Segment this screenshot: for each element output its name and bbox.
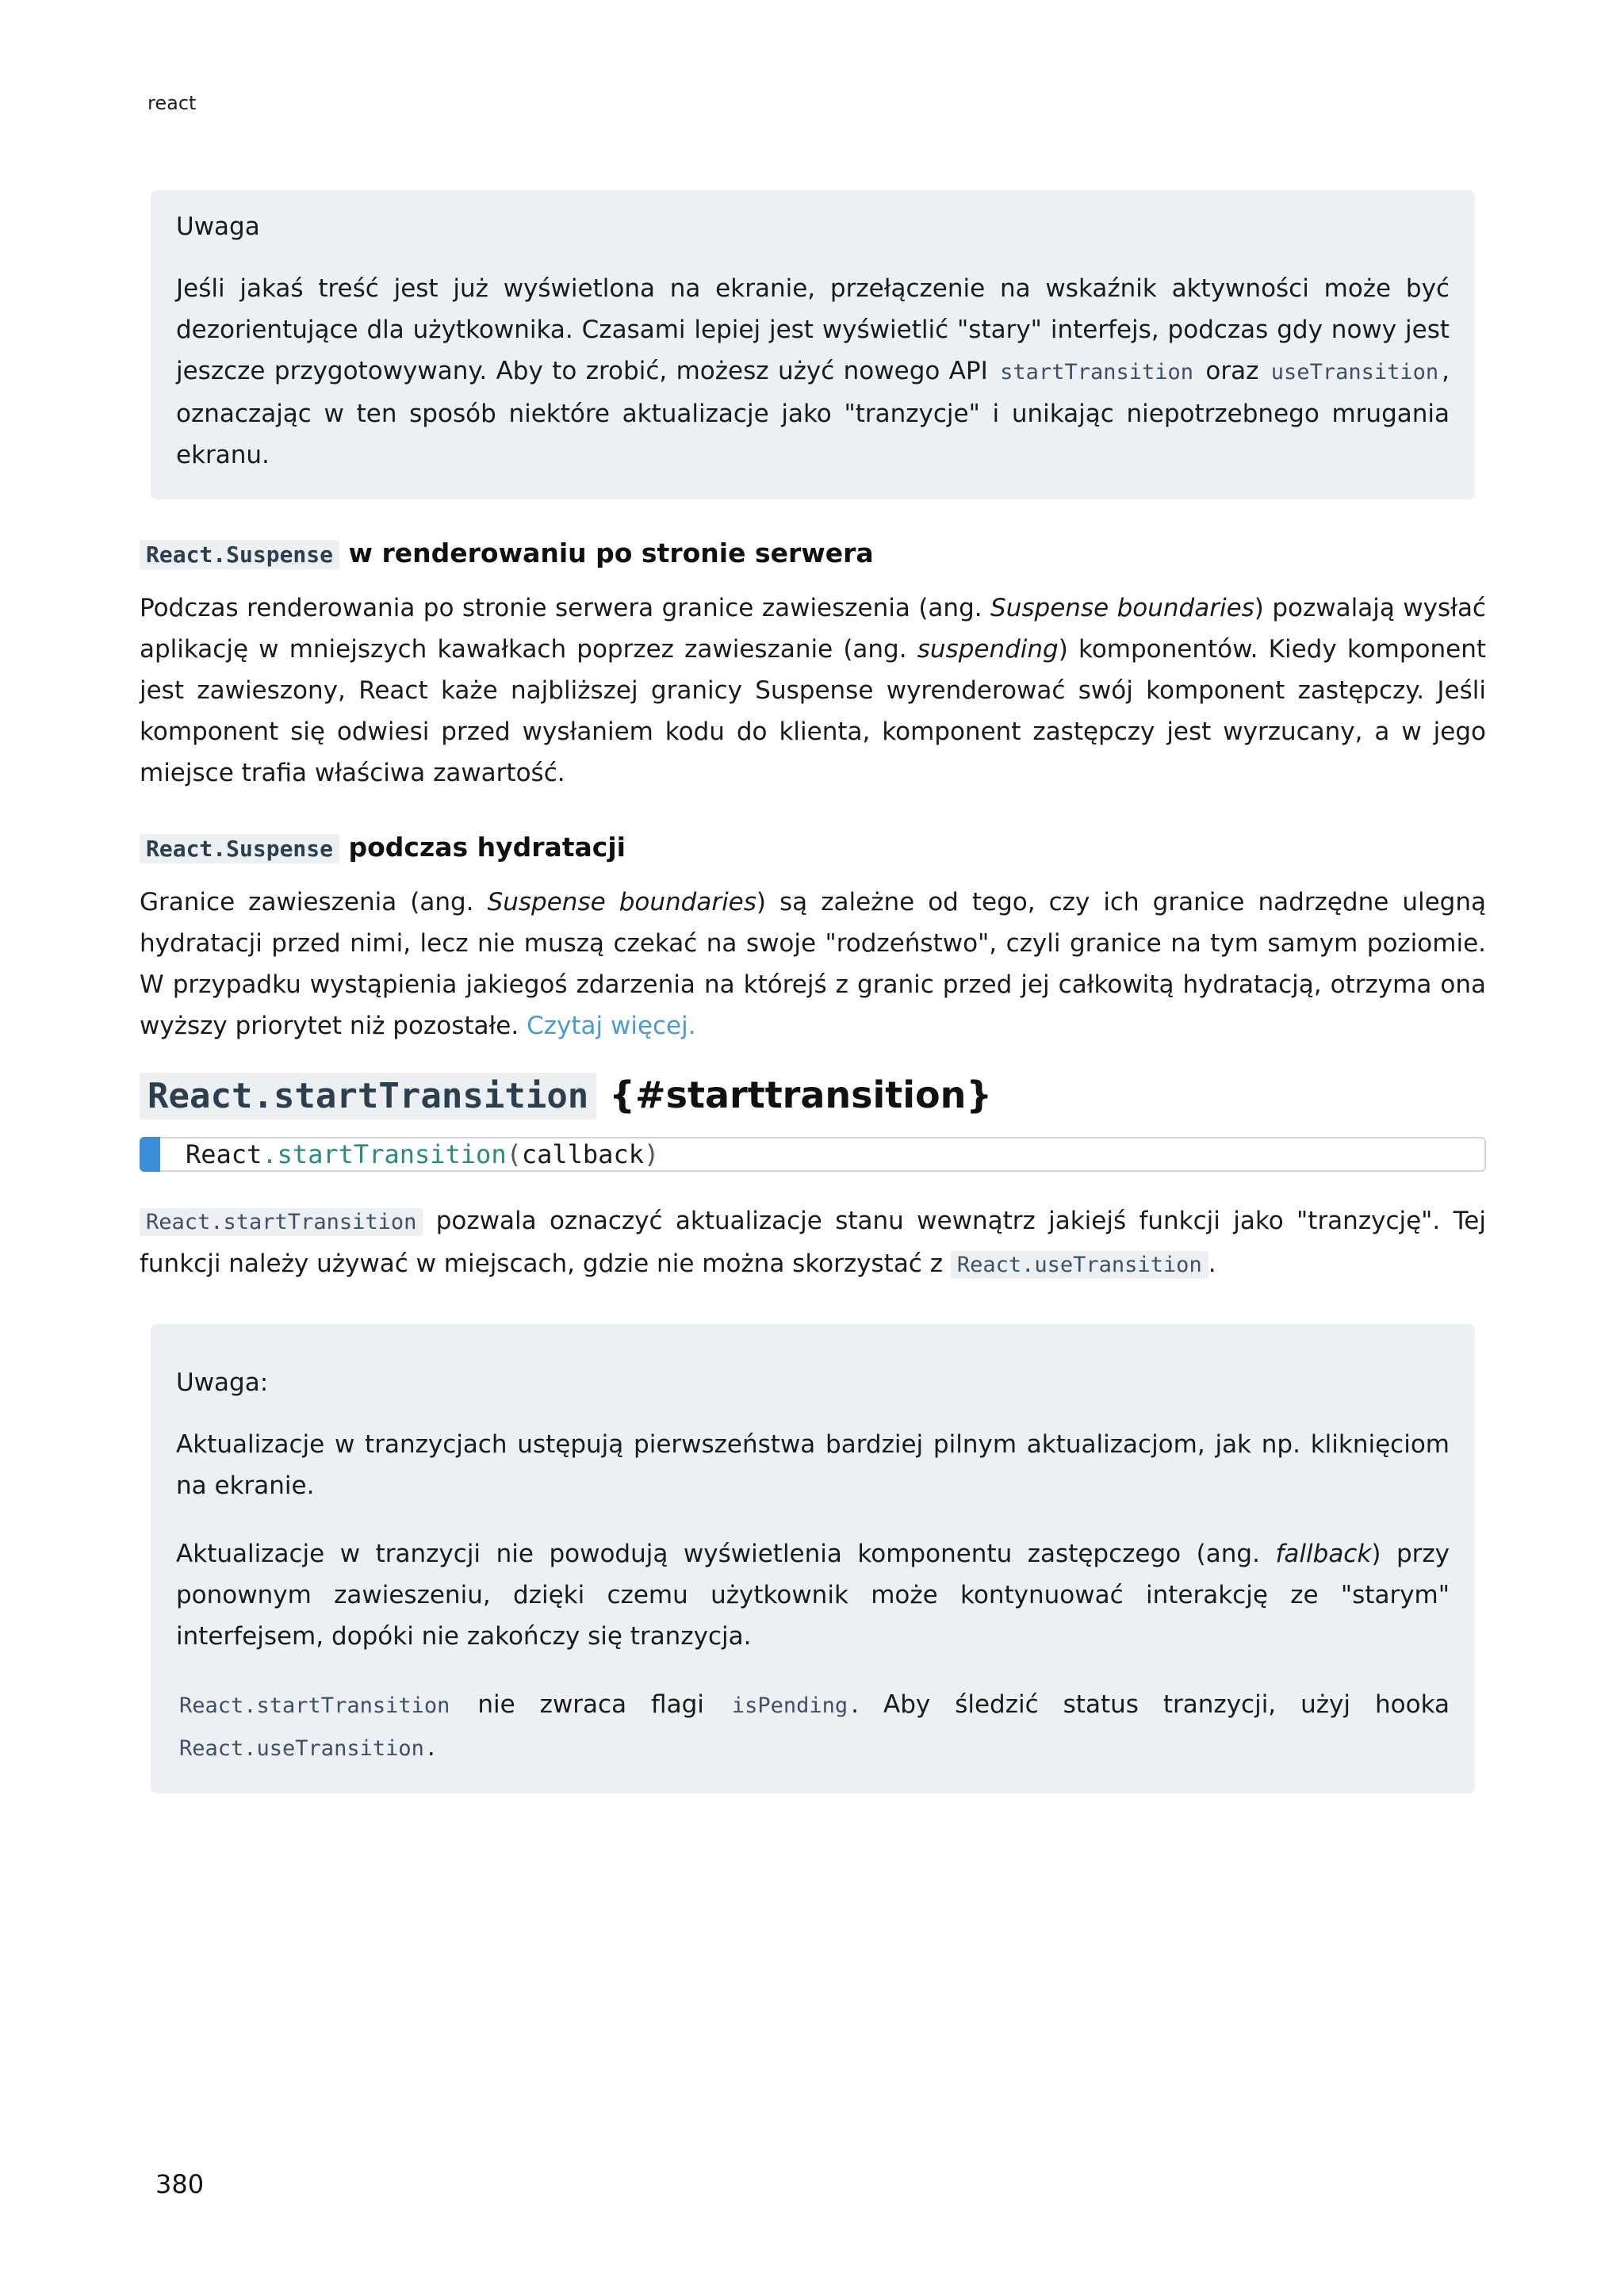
text: Granice zawieszenia (ang. (140, 888, 488, 916)
section-heading-start-transition (140, 1073, 1486, 1116)
code-block-signature (140, 1137, 1486, 1172)
read-more-link[interactable]: Czytaj więcej. (527, 1012, 696, 1040)
text: ) przy ponownym zawieszeniu, dzięki czemu użytkownik może kontynuować interakcję ze "starym" interfejsem, dopóki nie zakończy się tranzycja. (176, 1540, 1450, 1651)
note-paragraph (176, 1684, 1450, 1770)
text: . Aby śledzić status tranzycji, użyj hooka (851, 1690, 1450, 1719)
code-token-object: React (186, 1139, 262, 1169)
heading-code: React.startTransition (140, 1073, 596, 1119)
note-title: Uwaga: (176, 1368, 269, 1397)
note-text: oraz (1197, 357, 1268, 385)
code-line (186, 1138, 659, 1170)
emphasis: Suspense boundaries (990, 594, 1254, 622)
heading-text: {#starttransition} (596, 1073, 993, 1116)
note-paragraph (176, 1533, 1450, 1657)
text: ) są zależne od tego, czy ich granice nadrzędne ulegną hydratacji przed nimi, lecz nie muszą czekać na swoje "rodzeństwo", czyli granice na tym samym poziomie. W przypadku wystąpienia jakiegoś zdarzenia na którejś z granic przed jej całkowitą hydratacją, otrzyma ona wyższy priorytet niż pozostałe. (140, 888, 1486, 1040)
heading-text: w renderowaniu po stronie serwera (339, 538, 874, 568)
heading-code: React.Suspense (140, 834, 339, 863)
inline-code: isPending (731, 1693, 848, 1718)
emphasis: fallback (1275, 1540, 1372, 1568)
text: Aktualizacje w tranzycji nie powodują wyświetlenia komponentu zastępczego (ang. (176, 1540, 1276, 1568)
paragraph-start-transition (140, 1200, 1486, 1286)
code-token-dot: . (262, 1139, 278, 1169)
note-box-transition (151, 1324, 1475, 1793)
text: . (427, 1733, 435, 1762)
emphasis: Suspense boundaries (487, 888, 756, 916)
heading-code: React.Suspense (140, 540, 339, 569)
note-text: , oznaczając w ten sposób niektóre aktualizacje jako "tranzycje" i unikając niepotrzebnego mrugania ekranu. (176, 357, 1450, 469)
text: ) pozwalają wysłać aplikację w mniejszych kawałkach poprzez zawieszanie (ang. (140, 594, 1486, 664)
text: nie zwraca flagi (453, 1690, 729, 1719)
code-token-paren: ( (506, 1139, 522, 1169)
note-box-suspense-warning (151, 190, 1475, 499)
note-paragraph (176, 268, 1450, 476)
page-content (140, 190, 1486, 1793)
text: Podczas renderowania po stronie serwera granice zawieszenia (ang. (140, 594, 991, 622)
note-paragraph: Aktualizacje w tranzycjach ustępują pierwszeństwa bardziej pilnym aktualizacjom, jak np. kliknięciom na ekranie. (176, 1430, 1450, 1500)
code-block-marker (140, 1137, 160, 1172)
code-token-argument: callback (521, 1139, 644, 1169)
inline-code: React.useTransition (951, 1251, 1208, 1279)
inline-code: React.startTransition (140, 1208, 423, 1236)
inline-code-use-transition: useTransition (1270, 360, 1439, 385)
note-text: Jeśli jakaś treść jest już wyświetlona na ekranie, przełączenie na wskaźnik aktywności może być dezorientujące dla użytkownika. Czasami lepiej jest wyświetlić "stary" interfejs, podczas gdy nowy jest jeszcze przygotowywany. Aby to zrobić, możesz użyć nowego API (176, 274, 1450, 385)
section-heading-suspense-ssr (140, 538, 1486, 568)
inline-code: React.useTransition (179, 1736, 424, 1761)
inline-code: React.startTransition (179, 1693, 450, 1718)
page-number: 380 (155, 2169, 205, 2199)
paragraph-suspense-hydration (140, 882, 1486, 1047)
section-heading-suspense-hydration (140, 832, 1486, 863)
note-title: Uwaga (176, 212, 260, 241)
text: ) komponentów. Kiedy komponent jest zawieszony, React każe najbliższej granicy Suspense wyrenderować swój komponent zastępczy. Jeśli komponent się odwiesi przed wysłaniem kodu do klienta, komponent zastępczy jest wyrzucany, a w jego miejsce trafia właściwa zawartość. (140, 635, 1486, 787)
code-token-function: startTransition (277, 1139, 507, 1169)
text: . (1208, 1249, 1216, 1278)
running-header: react (147, 92, 197, 114)
paragraph-suspense-ssr (140, 587, 1486, 794)
code-token-paren: ) (643, 1139, 660, 1169)
text: pozwala oznaczyć aktualizacje stanu wewnątrz jakiejś funkcji jako "tranzycję". Tej funkcji należy używać w miejscach, gdzie nie można skorzystać z (140, 1207, 1486, 1278)
heading-text: podczas hydratacji (339, 832, 626, 863)
inline-code-start-transition: startTransition (1000, 360, 1194, 385)
emphasis: suspending (917, 635, 1059, 664)
